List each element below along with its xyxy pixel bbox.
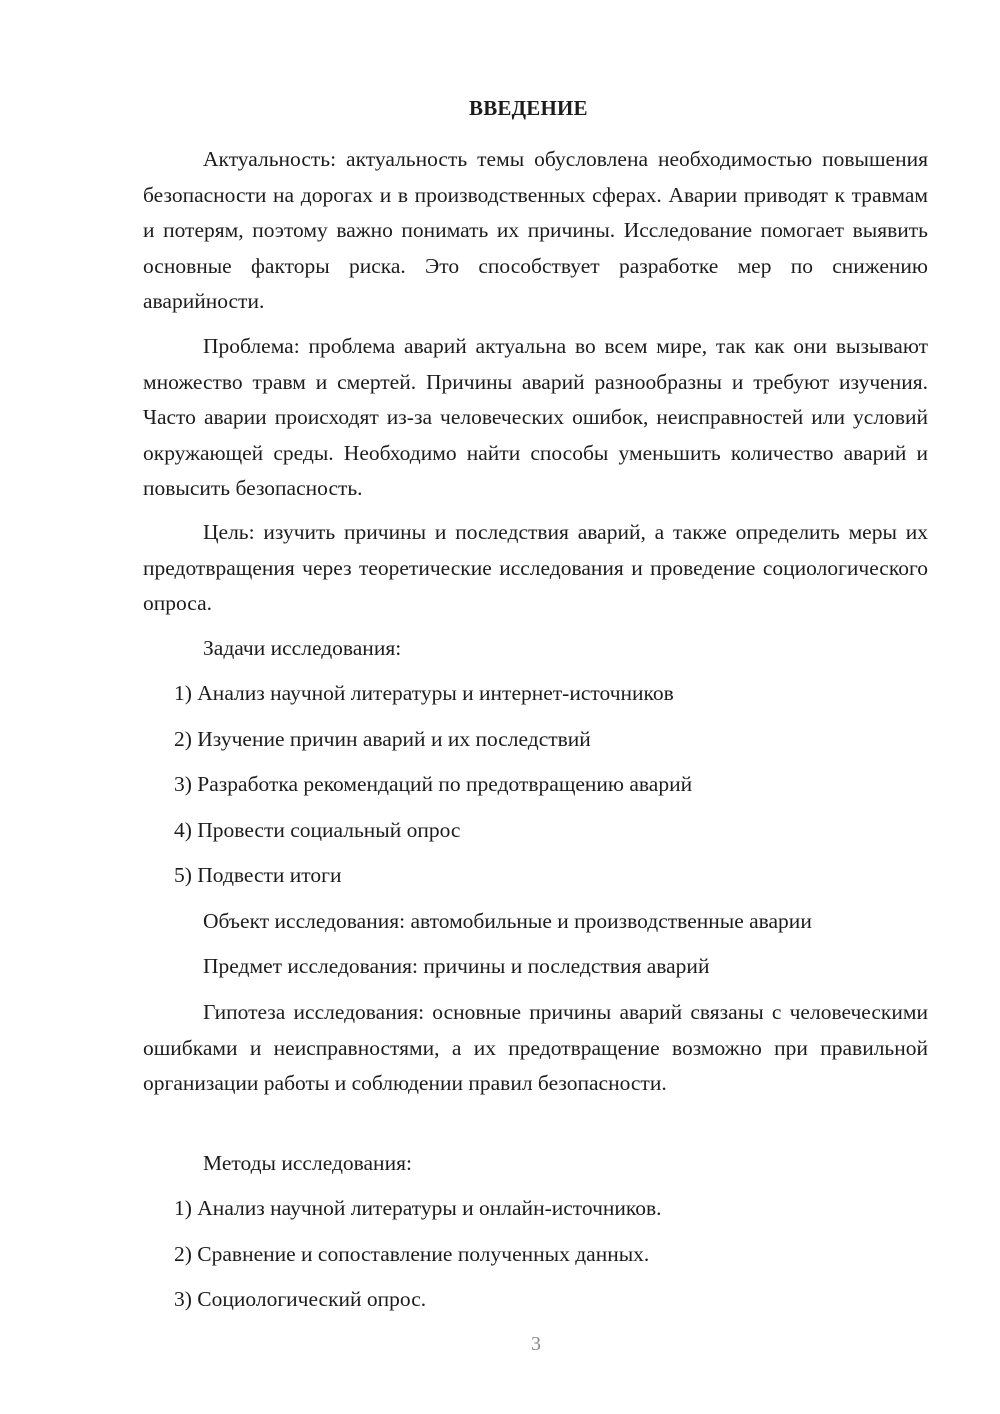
methods-label: Методы исследования: bbox=[203, 1151, 412, 1175]
paragraph-goal: Цель: изучить причины и последствия аварий, а также определить меры их предотвращения через теоретические исследования и проведение социологического опроса. bbox=[143, 520, 928, 615]
paragraph-problem: Проблема: проблема аварий актуальна во всем мире, так как они вызывают множество травм и смертей. Причины аварий разнообразны и требуют изучения. Часто аварии происходят из-за человеческих ошибок, неисправностей или условий окружающей среды. Необходимо найти способы уменьшить количество аварий и повысить безопасность. bbox=[143, 334, 928, 500]
paragraph-relevance: Актуальность: актуальность темы обусловлена необходимостью повышения безопасности на дорогах и в производственных сферах. Аварии приводят к травмам и потерям, поэтому важно понимать их причины. Исследование помогает выявить основные факторы риска. Это способствует разработке мер по снижению аварийности. bbox=[143, 147, 928, 313]
object-line: Объект исследования: автомобильные и производственные аварии bbox=[203, 909, 812, 933]
paragraph-hypothesis: Гипотеза исследования: основные причины аварий связаны с человеческими ошибками и неисправностями, а их предотвращение возможно при правильной организации работы и соблюдении правил безопасности. bbox=[143, 1000, 928, 1095]
method-item-1: 1) Анализ научной литературы и онлайн-источников. bbox=[174, 1196, 662, 1220]
task-item-1: 1) Анализ научной литературы и интернет-источников bbox=[174, 681, 674, 705]
task-item-2: 2) Изучение причин аварий и их последствий bbox=[174, 727, 591, 751]
task-item-5: 5) Подвести итоги bbox=[174, 863, 342, 887]
task-item-3: 3) Разработка рекомендаций по предотвращению аварий bbox=[174, 772, 693, 796]
subject-line: Предмет исследования: причины и последствия аварий bbox=[203, 954, 710, 978]
method-item-3: 3) Социологический опрос. bbox=[174, 1287, 427, 1311]
page-number: 3 bbox=[531, 1333, 541, 1355]
section-title: ВВЕДЕНИЕ bbox=[469, 96, 588, 120]
task-item-4: 4) Провести социальный опрос bbox=[174, 818, 461, 842]
tasks-label: Задачи исследования: bbox=[203, 636, 402, 660]
method-item-2: 2) Сравнение и сопоставление полученных данных. bbox=[174, 1242, 650, 1266]
